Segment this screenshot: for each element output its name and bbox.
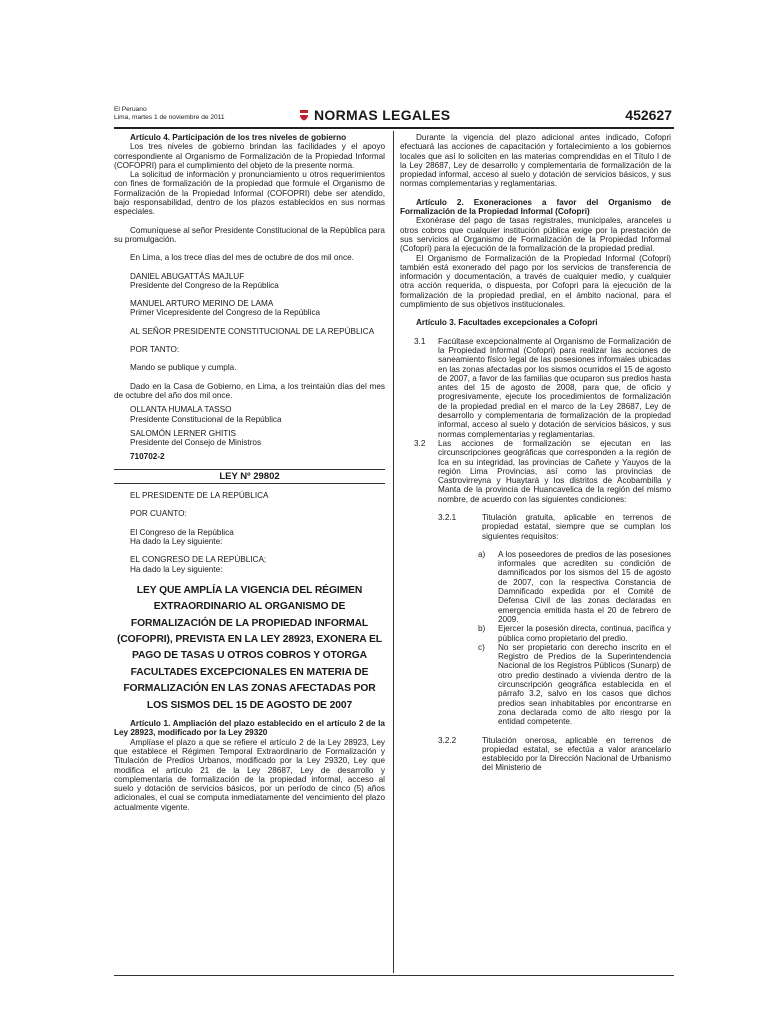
- clause-text: Las acciones de formalización se ejecutan en las circunscripciones geográficas que corresponden a la región de Ica en su integridad, las provincias de Cañete y Yauyos de la región Lima Provincias, así como las provincias de Castrovirreyna y Huaytará y los distritos de Acobambilla y Manta de la provincia de Huancavelica de la región del mismo nombre, de acuerdo con las siguientes condiciones:: [438, 438, 671, 504]
- item-letter: a): [478, 549, 486, 559]
- section-title-text: NORMAS LEGALES: [314, 107, 451, 123]
- el-presidente: EL PRESIDENTE DE LA REPÚBLICA: [130, 491, 269, 501]
- item-text: A los poseedores de predios de las posesiones informales que acrediten su condición de damnificados por los sismos del 15 de agosto de 2007, con la respectiva Constancia de Damnificado expedida por el Comité de Defensa Civil de las zonas declaradas en emergencia emitida hasta el 20 de febrero de 2009.: [498, 549, 671, 624]
- clause-3-2-2: [424, 736, 671, 773]
- article-1-paragraph-2: Durante la vigencia del plazo adicional antes indicado, Cofopri efectuará las acciones de capacitación y fortalecimiento a los gobiernos locales que así lo soliciten en las materias comprendidas en el Título I de la Ley 28687, Ley de desarrollo y complementaria de formalización de la propiedad informal, acceso al suelo y dotación de servicios básicos, y sus normas complementarias y reglamentarias.: [400, 133, 671, 189]
- section-title: [298, 107, 450, 123]
- requirement-b: [468, 624, 671, 643]
- article-1-paragraph-1: Amplíase el plazo a que se refiere el artículo 2 de la Ley 28923, Ley que establece el Régimen Temporal Extraordinario de Formalización y Titulación de Predios Urbanos, modificado por la Ley 29320, Ley que modifica el artículo 21 de la Ley 28687, Ley de desarrollo y complementaria de formalización de la propiedad informal, acceso al suelo y dotación de servicios básicos, por un período de cinco (5) años adicionales, el cual se computa inmediatamente del vencimiento del plazo actualmente vigente.: [114, 737, 385, 812]
- article-4-paragraph-2: La solicitud de información y pronunciamiento u otros requerimientos con fines de formalización de la propiedad que formule el Organismo de Formalización de la Propiedad Informal (COFOPRI) debe ser atendido, bajo responsabilidad, dentro de los plazos establecidos en sus normas especiales.: [114, 170, 385, 217]
- requirement-a: [468, 550, 671, 624]
- clause-3-1: [400, 337, 671, 439]
- signatory-1-title: Presidente del Congreso de la República: [130, 280, 279, 290]
- clause-3-2-1: [424, 513, 671, 541]
- clause-text: Facúltase excepcionalmente al Organismo de Formalización de la Propiedad Informal (Cofopri) para realizar las acciones de saneamiento físico legal de las posesiones informales ubicadas en las zonas afectadas por los sismos ocurridos el 15 de agosto de 2007, a favor de las familias que ocuparon sus predios hasta antes del 15 de agosto de 2008, para que, de oficio y progresivamente, ejecute los procedimientos de formalización de la propiedad predial en el marco de la Ley 28687, Ley de desarrollo y complementaria de formalización de la propiedad informal, acceso al suelo y dotación de servicios básicos, y sus normas complementarias y reglamentarias.: [438, 336, 671, 439]
- dado-text: Dado en la Casa de Gobierno, en Lima, a los treintaiún días del mes de octubre del año dos mil once.: [114, 381, 385, 400]
- clause-3-2: [400, 439, 671, 504]
- clause-number: 3.2.1: [438, 512, 457, 522]
- article-1-heading: Artículo 1. Ampliación del plazo establecido en el artículo 2 de la Ley 28923, modificado por la Ley 29320: [114, 719, 385, 738]
- signatory-2-title: Primer Vicepresidente del Congreso de la República: [130, 308, 321, 318]
- clause-text: Titulación gratuita, aplicable en terrenos de propiedad estatal, siempre que se cumplan los siguientes requisitos:: [482, 512, 671, 541]
- clause-number: 3.2: [414, 438, 426, 448]
- law-title: LEY QUE AMPLÍA LA VIGENCIA DEL RÉGIMEN EXTRAORDINARIO AL ORGANISMO DE FORMALIZACIÓN DE LA PROPIEDAD INFORMAL (COFOPRI), PREVISTA EN LA LEY 28923, EXONERA EL PAGO DE TASAS U OTROS COBROS Y OTORGA FACULTADES EXCEPCIONALES EN MATERIA DE FORMALIZACIÓN EN LAS ZONAS AFECTADAS POR LOS SISMOS DEL 15 DE AGOSTO DE 2007: [117, 584, 382, 711]
- header-date: Lima, martes 1 de noviembre de 2011: [114, 114, 225, 121]
- column-divider: [393, 131, 394, 973]
- congreso-line-2: Ha dado la Ley siguiente:: [130, 536, 223, 546]
- article-2-paragraph-1: Exonérase del pago de tasas registrales, municipales, aranceles u otros cobros que cualquier institución pública exige por la prestación de sus servicios al Organismo de Formalización de la Propiedad Informal (Cofopri) para la ejecución de la formalización de la propiedad predial.: [400, 216, 671, 254]
- coat-of-arms-icon: [298, 109, 310, 121]
- header-divider: [114, 127, 674, 129]
- page-number: 452627: [625, 107, 672, 123]
- por-tanto: POR TANTO:: [130, 345, 180, 355]
- mando-text: Mando se publique y cumpla.: [130, 363, 237, 373]
- page-header: [114, 103, 674, 133]
- footer-divider: [114, 975, 674, 976]
- por-cuanto: POR CUANTO:: [130, 509, 187, 519]
- article-4-heading: Artículo 4. Participación de los tres niveles de gobierno: [130, 133, 347, 142]
- item-text: Ejercer la posesión directa, continua, pacífica y pública como propietario del predio.: [498, 624, 671, 643]
- signatory-3-name: OLLANTA HUMALA TASSO: [130, 405, 232, 415]
- signatory-3-title: Presidente Constitucional de la República: [130, 414, 282, 424]
- addressee: AL SEÑOR PRESIDENTE CONSTITUCIONAL DE LA REPÚBLICA: [130, 326, 375, 336]
- right-column: [400, 133, 671, 773]
- clause-number: 3.1: [414, 336, 426, 346]
- header-left: [114, 106, 225, 122]
- congreso-line-3: EL CONGRESO DE LA REPÚBLICA;: [130, 555, 267, 565]
- clause-text: Titulación onerosa, aplicable en terrenos de propiedad estatal, se efectúa a valor arancelario establecido por la Dirección Nacional de Urbanismo del Ministerio de: [482, 735, 671, 773]
- item-text: No ser propietario con derecho inscrito en el Registro de Predios de la Superintendencia Nacional de los Registros Públicos (Sunarp) de otro predio destinado a vivienda dentro de la circunscripción geográfica establecida en el párrafo 3.2, salvo en los casos que dichos predios sean inhabitables por encontrarse en zona declarada como de alto riesgo por la entidad competente.: [498, 642, 671, 727]
- document-code: 710702-2: [130, 452, 165, 462]
- congreso-line-4: Ha dado la Ley siguiente:: [130, 564, 223, 574]
- requirement-c: [468, 643, 671, 727]
- signatory-2-name: MANUEL ARTURO MERINO DE LAMA: [130, 299, 274, 309]
- signatory-4-name: SALOMÓN LERNER GHITIS: [130, 428, 237, 438]
- congreso-line-1: El Congreso de la República: [130, 527, 234, 537]
- signatory-1-name: DANIEL ABUGATTÁS MAJLUF: [130, 271, 245, 281]
- clause-number: 3.2.2: [438, 735, 457, 745]
- left-column: [114, 133, 385, 812]
- place-date-1: En Lima, a los trece días del mes de octubre de dos mil once.: [130, 253, 354, 263]
- article-2-heading: Artículo 2. Exoneraciones a favor del Organismo de Formalización de la Propiedad Informal (Cofopri): [400, 197, 671, 217]
- law-number: LEY Nº 29802: [114, 469, 385, 484]
- item-letter: c): [478, 642, 485, 652]
- article-2-paragraph-2: El Organismo de Formalización de la Propiedad Informal (Cofopri) también está exonerado del pago por los servicios de transferencia de información y documentación, a través de cualquier medio, y cualquier otra acción requerida, o dispuesta, por Cofopri para la ejecución de la formalización de la propiedad predial, en el ámbito nacional, para el cumplimiento de sus objetivos institucionales.: [400, 253, 671, 310]
- signatory-4-title: Presidente del Consejo de Ministros: [130, 438, 262, 448]
- item-letter: b): [478, 624, 486, 634]
- communication-text: Comuníquese al señor Presidente Constitucional de la República para su promulgación.: [114, 225, 385, 244]
- newspaper-page: [114, 103, 674, 983]
- article-4-paragraph-1: Los tres niveles de gobierno brindan las facilidades y el apoyo correspondiente al Organismo de Formalización de la Propiedad Informal (COFOPRI) para el cumplimiento del objeto de la presente norma.: [114, 142, 385, 170]
- newspaper-name: El Peruano: [114, 106, 147, 113]
- article-3-heading: Artículo 3. Facultades excepcionales a Cofopri: [416, 318, 598, 328]
